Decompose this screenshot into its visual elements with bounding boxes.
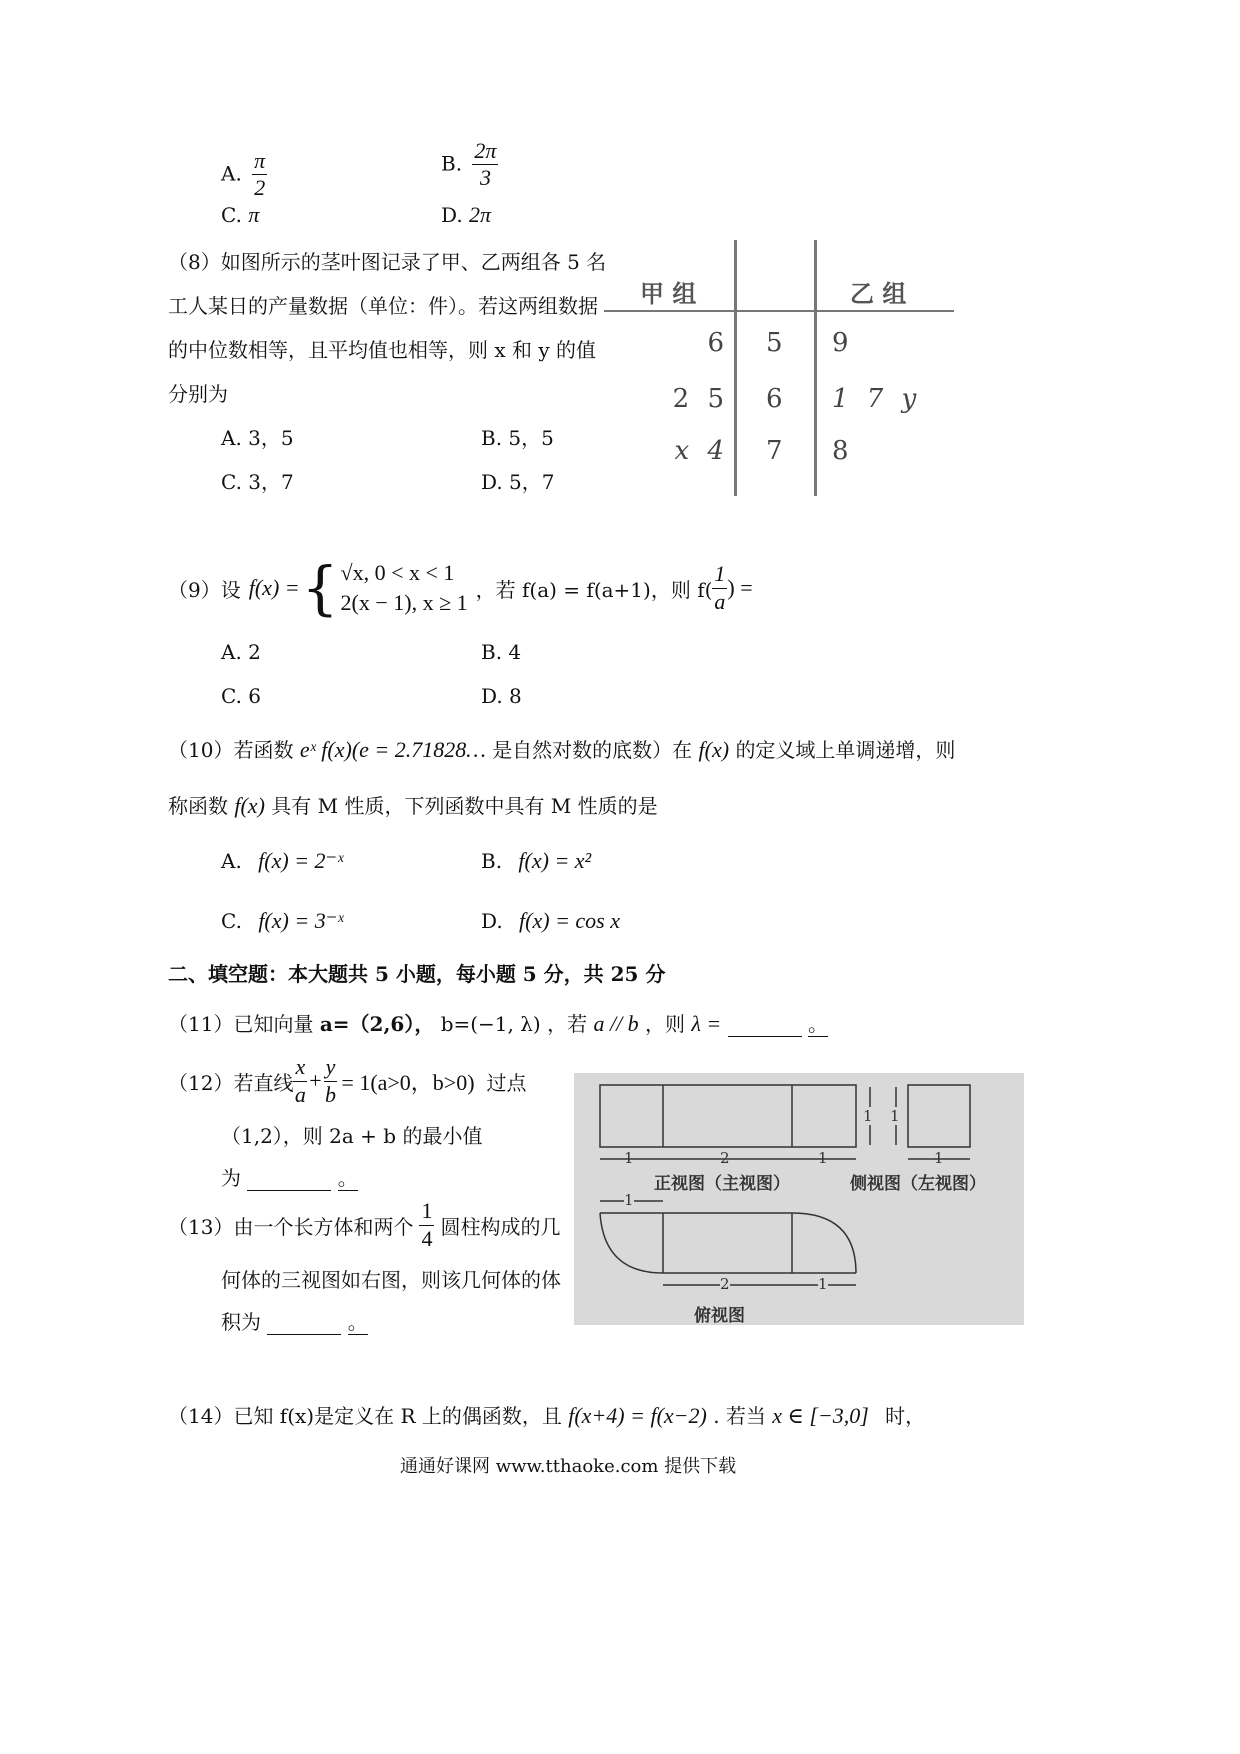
leaf-left: x 4: [674, 436, 724, 466]
fraction: [293, 1054, 307, 1108]
right-group-header: 乙 组: [850, 279, 907, 308]
expression: f(x+4) = f(x−2): [568, 1403, 707, 1428]
fraction: [324, 1054, 338, 1108]
side-view-label: 侧视图（左视图）: [850, 1174, 986, 1194]
q12-line1: [168, 1056, 527, 1106]
dim-label: 1: [934, 1149, 944, 1167]
option-value: f(x) = 2⁻ˣ: [258, 848, 344, 873]
text: 称函数: [168, 794, 228, 818]
page-footer: 通通好课网 www.tthaoke.com 提供下载: [400, 1456, 737, 1477]
dim-label: 2: [720, 1149, 730, 1167]
text: （10）若函数: [168, 738, 294, 762]
denominator: 4: [421, 1225, 433, 1251]
option-label: D.: [441, 203, 463, 227]
piecewise-cases: [341, 558, 468, 618]
numerator: 1: [419, 1198, 434, 1225]
text: 。: [337, 1166, 358, 1190]
left-group-header: 甲 组: [640, 279, 697, 308]
text: 的定义域上单调递增，则: [735, 738, 956, 762]
case-2: 2(x − 1), x ≥ 1: [340, 590, 468, 615]
fraction: [419, 1198, 434, 1252]
text: （12）若直线: [168, 1070, 294, 1095]
q7-option-a: [221, 148, 267, 202]
condition: ，若 f(a) = f(a+1)，则 f(: [475, 577, 713, 602]
stem: 6: [766, 384, 783, 414]
leaf-left: 2 5: [672, 384, 724, 414]
numerator: π: [252, 148, 267, 175]
q9-option-c: C. 6: [221, 684, 262, 708]
condition: a // b: [593, 1011, 639, 1036]
dim-label: 1: [818, 1275, 828, 1293]
q8-line3: 的中位数相等，且平均值也相等，则 x 和 y 的值: [168, 338, 597, 362]
q8-option-a: A. 3，5: [221, 426, 294, 450]
leaf-right: 1 7 y: [832, 384, 917, 414]
text: 时，: [885, 1404, 926, 1428]
numerator: 1: [712, 561, 727, 588]
q7-option-d: [441, 202, 491, 228]
q8-line4: 分别为: [168, 382, 228, 406]
text: （14）已知 f(x)是定义在 R 上的偶函数，且: [168, 1404, 562, 1428]
fraction: [472, 138, 498, 192]
answer-blank[interactable]: [247, 1168, 331, 1191]
suffix: ) =: [727, 575, 753, 600]
equation: = 1(a>0，b>0): [341, 1069, 475, 1095]
option-value: f(x) = x²: [518, 848, 592, 873]
text: （13）由一个长方体和两个: [168, 1214, 414, 1239]
stem: 5: [766, 328, 783, 358]
expression: eˣ f(x)(e = 2.71828…: [299, 737, 486, 762]
expression: f(x): [234, 793, 265, 818]
text: ，则: [645, 1012, 686, 1036]
q8-option-c: C. 3，7: [221, 470, 294, 494]
section-heading: 二、填空题：本大题共 5 小题，每小题 5 分，共 25 分: [168, 962, 666, 986]
option-label: C.: [221, 203, 242, 227]
denominator: a: [714, 588, 726, 614]
q10-line2: [168, 790, 658, 819]
leaf-left: 6: [707, 328, 724, 358]
q9-option-a: A. 2: [221, 640, 261, 664]
top-view-label: 俯视图: [694, 1306, 745, 1326]
text: 是自然对数的底数）在: [492, 738, 693, 762]
dim-label: 2: [720, 1275, 730, 1293]
denominator: b: [325, 1081, 337, 1107]
denominator: 2: [254, 175, 266, 201]
q9-option-d: D. 8: [481, 684, 522, 708]
denominator: a: [294, 1081, 306, 1107]
stem: 7: [766, 436, 783, 466]
q7-option-b: [441, 138, 498, 192]
condition: x ∈ [−3,0]: [772, 1403, 869, 1428]
question-prefix: （9）设: [168, 577, 241, 602]
text: . 若当: [713, 1404, 766, 1428]
dim-label: 1: [818, 1149, 828, 1167]
option-label: A.: [221, 849, 242, 873]
q9-option-b: B. 4: [481, 640, 522, 664]
three-view-diagram: [574, 1073, 1024, 1325]
q7-option-c: [221, 202, 259, 228]
stem-leaf-plot: [600, 240, 956, 496]
text: 过点: [486, 1070, 527, 1095]
option-label: A.: [221, 161, 242, 186]
text: 圆柱构成的几: [440, 1214, 561, 1239]
q10-option-c: [221, 908, 344, 934]
text: ，若: [547, 1012, 588, 1036]
q13-line3: [221, 1306, 368, 1335]
q10-line1: [168, 734, 955, 763]
piecewise-brace: {: [301, 554, 339, 622]
dim-label: 1: [624, 1149, 634, 1167]
leaf-right: 9: [832, 328, 849, 358]
stem-divider-right: [814, 240, 817, 496]
option-value: f(x) = 3⁻ˣ: [258, 908, 344, 933]
option-label: B.: [481, 849, 503, 873]
q12-line2: （1,2），则 2a + b 的最小值: [221, 1124, 483, 1148]
option-label: D.: [481, 909, 503, 933]
text: （11）已知向量: [168, 1012, 314, 1036]
answer-blank[interactable]: [267, 1312, 341, 1335]
text: 为: [221, 1166, 241, 1190]
q8-option-d: D. 5，7: [481, 470, 555, 494]
numerator: 2π: [472, 138, 498, 165]
fraction: [252, 148, 267, 202]
option-value: f(x) = cos x: [519, 908, 621, 933]
vector-b: b=(−1, λ): [440, 1012, 541, 1036]
q14: [168, 1400, 925, 1429]
lambda: λ =: [691, 1011, 722, 1036]
q8-line1: （8）如图所示的茎叶图记录了甲、乙两组各 5 名: [168, 250, 607, 274]
option-value: π: [248, 202, 260, 227]
q8-option-b: B. 5，5: [481, 426, 554, 450]
front-view-label: 正视图（主视图）: [654, 1174, 790, 1194]
header-rule: [604, 310, 954, 312]
three-view-drawing: [574, 1073, 1024, 1325]
answer-blank[interactable]: [728, 1014, 802, 1037]
dim-label: 1: [863, 1107, 873, 1125]
case-1: √x, 0 < x < 1: [340, 560, 455, 585]
denominator: 3: [479, 165, 491, 191]
q8-line2: 工人某日的产量数据（单位：件）。若这两组数据: [168, 294, 598, 318]
option-label: C.: [221, 909, 242, 933]
numerator: x: [293, 1054, 307, 1081]
function-name: f(x) =: [248, 575, 300, 600]
operator: +: [309, 1068, 322, 1093]
q10-option-b: [481, 848, 591, 874]
leaf-right: 8: [832, 436, 849, 466]
dim-label: 1: [624, 1191, 634, 1209]
numerator: y: [324, 1054, 338, 1081]
q9-stem: [168, 556, 753, 620]
fraction: [712, 561, 727, 615]
q10-option-a: [221, 848, 343, 874]
vector-a: a=（2,6），: [319, 1012, 435, 1036]
q12-line3: [221, 1162, 358, 1191]
q13-line2: 何体的三视图如右图，则该几何体的体: [221, 1268, 561, 1292]
text: 积为: [221, 1310, 261, 1334]
text: 具有 M 性质，下列函数中具有 M 性质的是: [271, 794, 658, 818]
expression: f(x): [698, 737, 730, 762]
text: 。: [808, 1012, 828, 1036]
text: 。: [347, 1310, 368, 1334]
dim-label: 1: [890, 1107, 900, 1125]
q13-line1: [168, 1198, 560, 1252]
stem-divider-left: [734, 240, 737, 496]
q10-option-d: [481, 908, 620, 934]
q11: [168, 1008, 828, 1037]
option-label: B.: [441, 151, 463, 176]
option-value: 2π: [469, 202, 492, 227]
